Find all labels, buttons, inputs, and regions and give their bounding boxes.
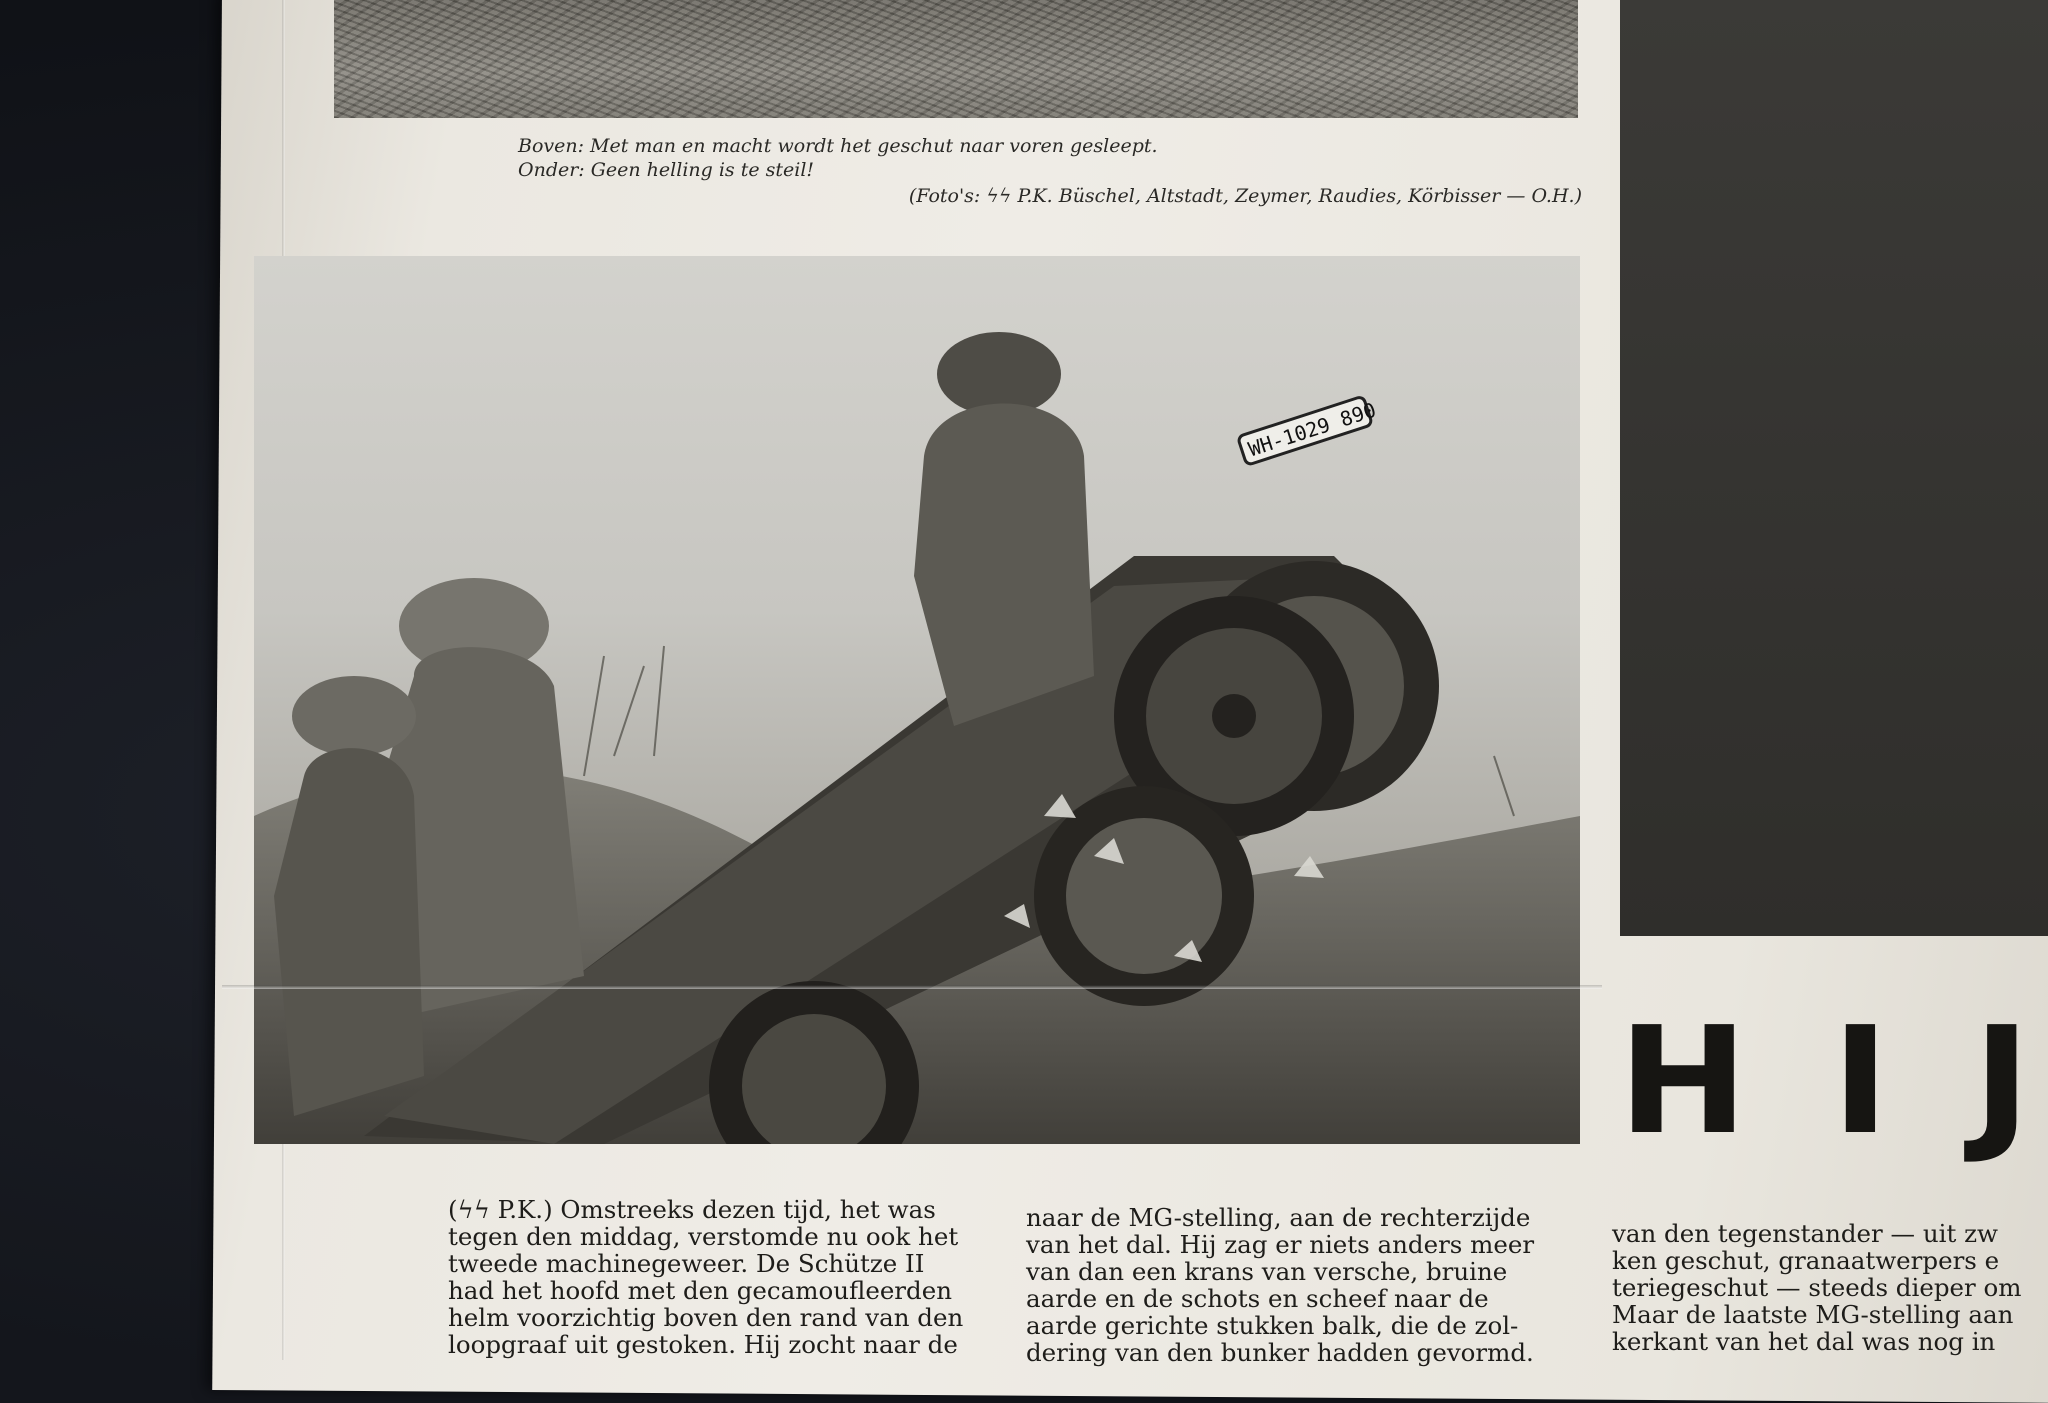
text-line: teriegeschut — steeds dieper om (1612, 1273, 2022, 1302)
article-column-3 (1612, 1220, 2048, 1355)
text-line: van den tegenstander — uit zw (1612, 1219, 1998, 1248)
text-line: (ϟϟ P.K.) Omstreeks dezen tijd, het was (448, 1195, 936, 1224)
text-line: tegen den middag, verstomde nu ook het (448, 1222, 959, 1251)
text-line: helm voorzichtig boven den rand van den (448, 1303, 964, 1332)
top-photo (334, 0, 1578, 118)
text-line: Maar de laatste MG-stelling aan (1612, 1300, 2014, 1329)
article-column-1 (448, 1196, 996, 1358)
photo-caption (518, 134, 1582, 208)
text-line: van het dal. Hij zag er niets anders meer (1026, 1230, 1535, 1259)
main-photo (254, 256, 1580, 1144)
text-line: aarde en de schots en scheef naar de (1026, 1284, 1489, 1313)
right-dark-panel (1620, 0, 2048, 936)
text-line: tweede machinegeweer. De Schütze II (448, 1249, 925, 1278)
text-line: naar de MG-stelling, aan de rechterzijde (1026, 1203, 1531, 1232)
text-line: dering van den bunker hadden gevormd. (1026, 1338, 1534, 1367)
text-line: aarde gerichte stukken balk, die de zol- (1026, 1311, 1519, 1340)
text-line: kerkant van het dal was nog in (1612, 1327, 1996, 1356)
text-line: had het hoofd met den gecamoufleerden (448, 1276, 952, 1305)
text-line: loopgraaf uit gestoken. Hij zocht naar de (448, 1330, 958, 1359)
text-line: ken geschut, granaatwerpers e (1612, 1246, 2000, 1275)
caption-line-bottom: Onder: Geen helling is te steil! (518, 159, 815, 181)
headline: H I J (1618, 995, 2046, 1167)
license-plate: WH-1029 890 (1245, 397, 1379, 462)
caption-line-top: Boven: Met man en macht wordt het geschut naar voren gesleept. (518, 135, 1158, 157)
page-crease (222, 985, 1602, 989)
photo-credit: (Foto's: ϟϟ P.K. Büschel, Altstadt, Zeymer, Raudies, Körbisser — O.H.) (908, 185, 1582, 207)
article-column-2 (1026, 1204, 1574, 1366)
text-line: van dan een krans van versche, bruine (1026, 1257, 1508, 1286)
soldiers-vehicle-illustration (254, 256, 1580, 1144)
